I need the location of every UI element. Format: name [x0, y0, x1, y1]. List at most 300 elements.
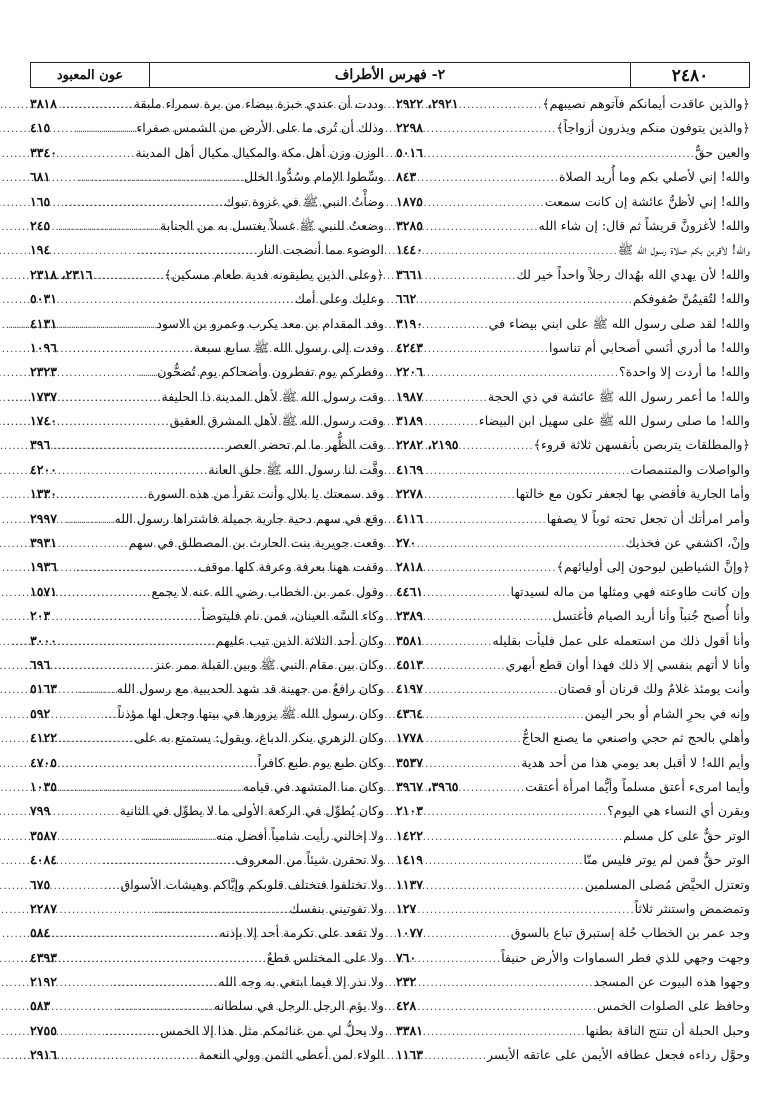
entry-number: ٢٣٢	[396, 974, 417, 990]
entry-text: وأيم الله! لا أقبل بعد يومي هذا من أحد هدية	[521, 754, 750, 770]
entry-text: وضعتُ للنبي ﷺ غسلاً يغتسل به من الجنابة	[160, 217, 384, 233]
leader-dots	[425, 393, 488, 404]
leader-dots	[59, 539, 129, 550]
entry-text: ولا تفوتيني بنفسك	[289, 900, 384, 916]
entry-text: وكان طبع يوم طبع كافراً	[257, 754, 384, 770]
entry-number: ٣٠٠٠	[30, 632, 58, 648]
index-entry	[396, 657, 750, 681]
leader-dots	[425, 466, 630, 477]
leader-dots	[59, 563, 198, 574]
entry-number: ١١٣٧	[396, 876, 424, 892]
entry-text: وجهت وجهي للذي فطر السماوات والأرض حنيفاً	[501, 949, 750, 965]
index-entry	[396, 584, 750, 608]
leader-dots	[418, 539, 625, 550]
entry-number: ٤١١٦	[396, 510, 424, 526]
entry-number: ٢٣١٦، ٢٣١٨	[30, 266, 93, 282]
leader-dots	[461, 100, 543, 111]
entry-number: ٤١٦٩	[396, 461, 424, 477]
index-entry	[396, 950, 750, 974]
entry-text: وقع في سهم دحية جارية جميلة فاشتراها رسول الله	[114, 510, 384, 526]
index-entry	[396, 486, 750, 510]
leader-dots	[59, 783, 243, 794]
entry-number: ٣٥٨١	[396, 632, 424, 648]
leader-dots	[59, 954, 267, 965]
index-entry	[30, 413, 384, 437]
entry-number: ٣٣٤٠	[30, 144, 58, 160]
leader-dots	[425, 759, 521, 770]
entry-number: ٢٢٧٨	[396, 486, 424, 502]
leader-dots	[425, 612, 552, 623]
entry-text: وددت أن عندي خبزة بيضاء من برة سمراء ملبقة	[133, 96, 384, 111]
entry-number: ٢٢٩٨	[396, 120, 424, 136]
entry-number: ٢١٩٥، ٢٢٨٢	[396, 437, 459, 453]
index-entry	[30, 584, 384, 608]
leader-dots	[425, 320, 489, 331]
entry-text: الوتر حقٌّ على كل مسلم	[623, 827, 750, 843]
entry-number: ٦٩٦	[30, 656, 51, 672]
index-entry	[30, 974, 384, 998]
index-entry	[396, 267, 750, 291]
index-entry	[396, 413, 750, 437]
entry-number: ٣٥٣٧	[396, 754, 424, 770]
index-entry	[30, 901, 384, 925]
index-entry	[396, 364, 750, 388]
leader-dots	[418, 295, 633, 306]
entry-number: ٤٤٦١	[396, 583, 424, 599]
leader-dots	[425, 807, 607, 818]
entry-number: ٥٨٣	[30, 998, 51, 1014]
leader-dots	[418, 173, 559, 184]
index-entry	[30, 291, 384, 315]
entry-text: ﴿والذين يتوفون منكم ويذرون أزواجاً﴾	[556, 120, 750, 136]
index-entry	[396, 316, 750, 340]
entry-text: وقعت جويرية بنت الحارث بن المصطلق في سهم	[128, 535, 384, 551]
entry-number: ١٠٣٥	[30, 778, 58, 794]
entry-number: ٤١٢٢	[30, 730, 58, 746]
index-entry	[30, 828, 384, 852]
entry-number: ٢١٠٣	[396, 803, 424, 819]
entry-text: ولا إخالني رأيت شامياً أفضل منه	[215, 827, 384, 843]
leader-dots	[59, 344, 194, 355]
section-title: ٢- فهرس الأطراف	[334, 67, 446, 83]
leader-dots	[52, 246, 257, 257]
index-entry	[396, 389, 750, 413]
leader-dots	[52, 710, 117, 721]
index-entry	[30, 120, 384, 144]
index-entry	[30, 633, 384, 657]
entry-text: وتمضمض واستنثر ثلاثاً	[634, 900, 750, 916]
index-entry	[30, 925, 384, 949]
index-entry	[30, 267, 384, 291]
index-entry	[396, 145, 750, 169]
leader-dots	[425, 661, 506, 672]
leader-dots	[52, 173, 244, 184]
entry-text: وجد عمر بن الخطاب حُلة إستبرق تباع بالسوق	[510, 925, 750, 941]
leader-dots	[425, 417, 479, 428]
index-entry	[30, 852, 384, 876]
leader-dots	[59, 759, 258, 770]
index-entry	[396, 120, 750, 144]
entry-number: ٤٥١٣	[396, 656, 424, 672]
entry-number: ٤١٩٧	[396, 681, 424, 697]
index-entry	[396, 1047, 750, 1071]
entry-text: والواصلات والمتنمصات	[630, 461, 750, 477]
entry-text: وأنا أُصبح جُنباً وأنا أريد الصيام فأغتسل	[552, 608, 750, 624]
leader-dots	[425, 929, 511, 940]
entry-number: ١٢٧	[396, 900, 417, 916]
entry-number: ٥٩٢	[30, 705, 51, 721]
leader-dots	[59, 734, 134, 745]
index-entry	[30, 779, 384, 803]
entry-number: ١٧٣٧	[30, 388, 58, 404]
entry-text: ولا نذر إلا فيما ابتغي به وجه الله	[218, 974, 384, 990]
index-entry	[396, 998, 750, 1022]
entry-number: ١٧٧٨	[396, 730, 424, 746]
entry-text: وإن كانت طاوعته فهي ومثلها من ماله لسيدتها	[510, 583, 750, 599]
leader-dots	[425, 490, 516, 501]
entry-number: ٣٨١٨	[30, 96, 58, 111]
leader-dots	[59, 417, 170, 428]
leader-dots	[425, 1027, 586, 1038]
entry-text: وفدت إلى رسول الله ﷺ سابع سبعة	[194, 339, 384, 355]
entry-text: وفطركم يوم تفطرون وأضحاكم يوم تُضحُّون	[157, 364, 384, 380]
entry-text: والله! لأغزونَّ قريشاً ثم قال: إن شاء الله	[538, 217, 750, 233]
entry-text: ولا على المختلس قطعٌ	[266, 949, 384, 965]
leader-dots	[425, 734, 522, 745]
index-entry	[30, 608, 384, 632]
index-entry	[30, 681, 384, 705]
entry-text: وجهوا هذه البيوت عن المسجد	[593, 974, 750, 990]
index-entry	[396, 169, 750, 193]
index-entry	[396, 828, 750, 852]
index-entry	[30, 218, 384, 242]
index-entry	[396, 340, 750, 364]
left-column	[30, 96, 384, 1072]
leader-dots	[425, 832, 623, 843]
entry-text: ولا تختلفوا فتختلف قلوبكم وإيَّاكم وهيشات الأسواق	[120, 876, 384, 892]
entry-text: وإنْ، اكشفي عن فخذيك	[625, 535, 750, 551]
leader-dots	[59, 368, 157, 379]
index-entry	[30, 1047, 384, 1071]
entry-text: وحافظ على الصلوات الخمس	[597, 998, 750, 1014]
index-entry	[30, 803, 384, 827]
leader-dots	[425, 881, 585, 892]
index-entry	[396, 608, 750, 632]
entry-text: الولاء لمن أعطى الثمن وولي النعمة	[198, 1047, 384, 1063]
index-entry	[30, 96, 384, 120]
index-entry	[396, 633, 750, 657]
index-entry	[30, 486, 384, 510]
entry-number: ٢١٩٢	[30, 974, 58, 990]
entry-text: وحوَّل رداءه فجعل عطافه الأيمن على عاتقه الأيسر	[486, 1047, 750, 1063]
entry-number: ٤٣٦٤	[396, 705, 424, 721]
index-entry	[30, 950, 384, 974]
index-entry	[30, 389, 384, 413]
entry-text: والله! ما أردت إلا واحدة؟	[619, 364, 750, 380]
leader-dots	[425, 149, 695, 160]
entry-text: وتعتزل الحيَّض مُصلى المسلمين	[584, 876, 750, 892]
index-entry	[396, 511, 750, 535]
entry-text: وأما الجارية فأقضي بها لجعفر تكون مع خالتها	[515, 486, 750, 502]
index-entry	[396, 1023, 750, 1047]
entry-text: والله! ما صلى رسول الله ﷺ على سهيل ابن البيضاء	[478, 413, 750, 429]
index-entry	[30, 755, 384, 779]
entry-number: ١٩٨٧	[396, 388, 424, 404]
entry-text: وفد المقدام بن معد يكرب وعمرو بن الاسود	[156, 315, 384, 331]
entry-number: ١١٦٣	[396, 1047, 424, 1063]
entry-text: وقد سمعتك يا بلال وأنت تقرأ من هذه السورة	[147, 486, 384, 502]
index-entry	[30, 559, 384, 583]
index-entry	[396, 803, 750, 827]
entry-number: ٣١٨٩	[396, 413, 424, 429]
leader-dots	[52, 612, 202, 623]
entry-text: وأنا لا أتهم بنفسي إلا ذلك فهذا أوان قطع أبهري	[505, 656, 750, 672]
entry-text: ولا يؤم الرجل الرجل في سلطانه	[214, 998, 384, 1014]
leader-dots	[418, 1002, 597, 1013]
entry-text: وضأْتُ النبي ﷺ في غزوة تبوك	[223, 193, 384, 209]
leader-dots	[425, 222, 538, 233]
index-entry	[30, 462, 384, 486]
leader-dots	[425, 246, 618, 257]
index-entry	[396, 559, 750, 583]
leader-dots	[425, 1051, 487, 1062]
entry-text: وأيما امرىء أعتق مسلماً وأيُّما امرأة أعتقت	[525, 778, 750, 794]
entry-text: وكان يُطوِّل في الركعة الأولى ما لا يطوِّل في الثانية	[119, 803, 384, 819]
leader-dots	[59, 393, 161, 404]
entry-number: ٤٢٤٣	[396, 339, 424, 355]
index-entry	[396, 974, 750, 998]
leader-dots	[425, 637, 492, 648]
index-entry	[396, 755, 750, 779]
index-entry	[30, 706, 384, 730]
entry-number: ٢٣٢٣	[30, 364, 58, 380]
entry-text: والله! ما أدري أنَسي أصحابي أم تناسوا	[549, 339, 750, 355]
entry-number: ١٩٣٦	[30, 559, 58, 575]
entry-number: ٢٠٣	[30, 608, 51, 624]
entry-number: ٤٢٨	[396, 998, 417, 1014]
entry-number: ٥٠٣١	[30, 291, 58, 307]
right-column	[396, 96, 750, 1072]
leader-dots	[59, 1027, 160, 1038]
leader-dots	[59, 295, 295, 306]
entry-number: ٣٥٨٧	[30, 827, 58, 843]
entry-number: ٢٩٩٧	[30, 510, 58, 526]
entry-text: والعين حقٌّ	[694, 144, 750, 160]
leader-dots	[59, 588, 151, 599]
leader-dots	[425, 710, 585, 721]
leader-dots	[59, 466, 208, 477]
entry-number: ١٤٤٠	[396, 242, 424, 258]
entry-text: ﴿والذين عاقدت أيمانكم فآتوهم نصيبهم﴾	[542, 96, 750, 111]
entry-number: ١٨٧٥	[396, 193, 424, 209]
index-entry	[396, 925, 750, 949]
leader-dots	[59, 1051, 199, 1062]
entry-number: ٤٣٩٣	[30, 949, 58, 965]
leader-dots	[52, 222, 160, 233]
leader-dots	[59, 490, 148, 501]
index-entry	[396, 852, 750, 876]
index-entry	[396, 901, 750, 925]
entry-number: ٤٠٨٤	[30, 852, 58, 868]
entry-text: والله! لقد صلى رسول الله ﷺ على ابني بيضاء في	[488, 315, 750, 331]
leader-dots	[52, 124, 136, 135]
leader-dots	[59, 320, 156, 331]
entry-text: ولا يحلُّ لي من غنائمكم مثل هذا إلا الخمس	[160, 1022, 384, 1038]
index-entry	[30, 242, 384, 266]
leader-dots	[425, 588, 510, 599]
entry-number: ٣٩٦٥، ٣٩٦٧	[396, 778, 459, 794]
entry-number: ٣٢٨٥	[396, 217, 424, 233]
leader-dots	[52, 1002, 214, 1013]
entry-number: ٢٧٠	[396, 535, 417, 551]
entry-number: ٦٨١	[30, 169, 51, 185]
index-entry	[396, 242, 750, 266]
index-entry	[30, 1023, 384, 1047]
index-entry	[30, 657, 384, 681]
index-entry	[30, 340, 384, 364]
entry-text: والله! لأن يهدي الله بهُداك رجلاً واحداً خير لك	[516, 266, 750, 282]
leader-dots	[52, 661, 154, 672]
index-entry	[396, 218, 750, 242]
entry-text: وكان رسول الله ﷺ يزورها في بيتها وجعل لها مؤذناً	[117, 705, 384, 721]
entry-number: ٢٩٢١، ٢٩٢٢	[396, 96, 459, 111]
index-entry	[30, 877, 384, 901]
index-entry	[30, 145, 384, 169]
entry-number: ٢٢٠٦	[396, 364, 424, 380]
entry-number: ٢٩١٦	[30, 1047, 58, 1063]
leader-dots	[59, 515, 114, 526]
leader-dots	[425, 856, 583, 867]
entry-text: والله! إني لأصلي بكم وما أُريد الصلاة	[558, 169, 750, 185]
leader-dots	[425, 198, 545, 209]
leader-dots	[425, 271, 516, 282]
leader-dots	[418, 978, 593, 989]
page	[30, 62, 750, 1070]
leader-dots	[52, 198, 224, 209]
entry-text: ﴿وعلى الذين يطيقونه فدية طعام مسكين﴾	[164, 266, 384, 282]
leader-dots	[59, 685, 117, 696]
entry-number: ٢٢٨٧	[30, 900, 58, 916]
leader-dots	[59, 905, 289, 916]
index-entry	[30, 364, 384, 388]
leader-dots	[52, 807, 119, 818]
index-entry	[396, 291, 750, 315]
page-number: ٢٤٨٠	[630, 63, 749, 87]
page-header	[30, 62, 750, 88]
leader-dots	[418, 954, 501, 965]
entry-number: ٦٦٢	[396, 291, 417, 307]
entry-text: الوزن وزن أهل مكة والمكيال مكيال أهل المدينة	[135, 144, 384, 160]
entry-number: ٥٠١٦	[396, 144, 424, 160]
entry-text: وأنا أقول ذلك من استعمله على عمل فليأت بقليله	[492, 632, 750, 648]
leader-dots	[425, 344, 549, 355]
entry-text: وكان رافعٌ من جهينة قد شهد الحديبية مع رسول الله	[116, 681, 384, 697]
entry-text: وكان أحد الثلاثة الذين تيب عليهم	[215, 632, 384, 648]
entry-number: ١٧٤٠	[30, 413, 58, 429]
leader-dots	[425, 124, 556, 135]
entry-text: وقت رسول الله ﷺ لأهل المشرق العقيق	[169, 413, 384, 429]
entry-number: ٢٤٥	[30, 217, 51, 233]
leader-dots	[59, 856, 235, 867]
entry-number: ٣٩٦	[30, 437, 51, 453]
entry-number: ٣٦٦١	[396, 266, 424, 282]
index-entry	[30, 511, 384, 535]
entry-text: وأنت يومئذ غلامٌ ولك قرنان أو قصتان	[557, 681, 750, 697]
entry-text: وإنه في بحرِ الشام أو بحر اليمن	[584, 705, 750, 721]
leader-dots	[461, 783, 526, 794]
leader-dots	[425, 563, 556, 574]
entry-text: وكاء السَّه العينان، فمن نام فليتوضأ	[201, 608, 384, 624]
entry-text: وحبل الحبلة أن تنتج الناقة بطنها	[585, 1022, 750, 1038]
entry-text: الوضوء مما أنضجت النار	[257, 242, 384, 258]
entry-text: وقفت ههنا بعرفة وعرفة كلها موقف	[198, 559, 384, 575]
leader-dots	[59, 149, 135, 160]
entry-number: ٤١٣١	[30, 315, 58, 331]
entry-text: وأهلي بالحج ثم حجي واصنعي ما يصنع الحاجُّ	[521, 730, 750, 746]
entry-text: وذلك أن تُرى ما على الأرض من الشمس صفراء	[136, 120, 384, 136]
leader-dots	[418, 905, 634, 916]
leader-dots	[52, 441, 225, 452]
entry-number: ٣٣٨١	[396, 1022, 424, 1038]
index-entry	[396, 535, 750, 559]
entry-text: والله! إني لأظنُّ عائشة إن كانت سمعت	[544, 193, 750, 209]
entry-text: وبقرن أي النساء هي اليوم؟	[607, 803, 750, 819]
index-columns	[30, 96, 750, 1072]
index-entry	[30, 730, 384, 754]
leader-dots	[52, 929, 219, 940]
leader-dots	[461, 441, 534, 452]
entry-number: ١٠٩٦	[30, 339, 58, 355]
entry-text: ﴿وإنَّ الشياطين ليوحون إلى أوليائهم﴾	[556, 559, 750, 575]
index-entry	[396, 194, 750, 218]
index-entry	[396, 730, 750, 754]
entry-text: وكان منا المتشهد في قيامه	[242, 778, 384, 794]
leader-dots	[425, 685, 558, 696]
entry-number: ٥١٦٣	[30, 681, 58, 697]
index-entry	[30, 194, 384, 218]
index-entry	[30, 437, 384, 461]
entry-number: ٨٤٣	[396, 169, 417, 185]
entry-number: ٧٦٠	[396, 949, 417, 965]
leader-dots	[59, 978, 218, 989]
entry-number: ٦٧٥	[30, 876, 51, 892]
entry-number: ١٥٧١	[30, 583, 58, 599]
entry-number: ٤٢٠٠	[30, 461, 58, 477]
index-entry	[30, 316, 384, 340]
entry-text: وقت الظُّهر ما لم تحضر العصر	[225, 437, 384, 453]
leader-dots	[95, 271, 165, 282]
index-entry	[396, 681, 750, 705]
leader-dots	[52, 881, 120, 892]
entry-text: الوتر حقٌّ فمن لم يوتر فليس منّا	[583, 852, 750, 868]
entry-number: ١٤١٩	[396, 852, 424, 868]
entry-text: وسِّطوا الإمام وسُدُّوا الخلل	[243, 169, 384, 185]
leader-dots	[59, 100, 134, 111]
index-entry	[396, 706, 750, 730]
index-entry	[396, 877, 750, 901]
leader-dots	[59, 832, 216, 843]
leader-dots	[59, 637, 216, 648]
entry-number: ٧٩٩	[30, 803, 51, 819]
leader-dots	[425, 368, 619, 379]
index-entry	[396, 779, 750, 803]
entry-number: ١٠٧٧	[396, 925, 424, 941]
entry-text: وأمر امرأتك أن تجعل تحته ثوباً لا يصفها	[546, 510, 750, 526]
entry-number: ٢٨١٨	[396, 559, 424, 575]
index-entry	[30, 998, 384, 1022]
entry-text: ولا تقعد على تكرمة أحد إلا بإذنه	[219, 925, 384, 941]
entry-text: والله! لأقربن بكم صلاة رسول الله ﷺ	[617, 242, 750, 258]
